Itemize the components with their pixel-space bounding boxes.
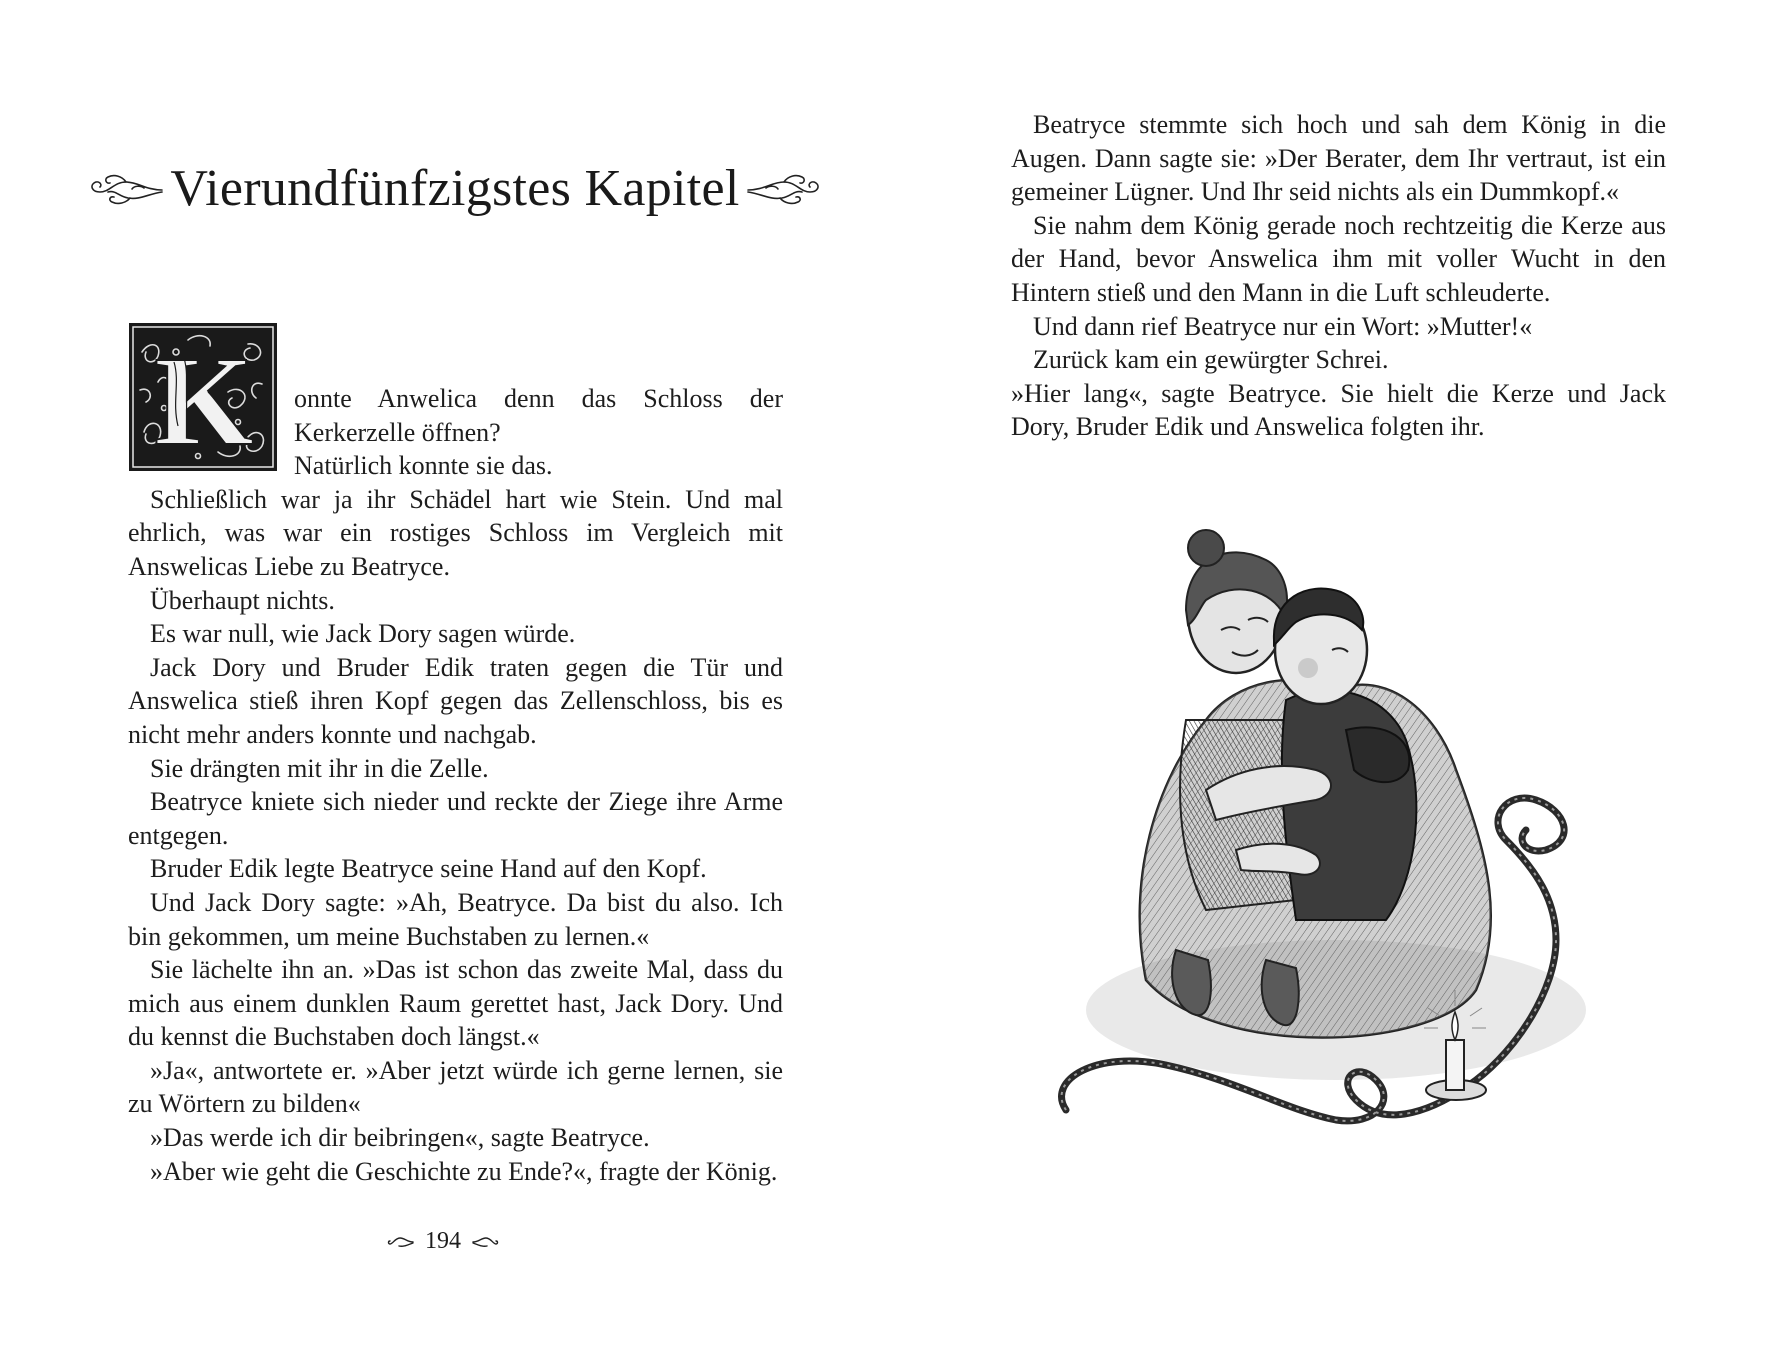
paragraph: onnte Anwelica denn das Schloss der Kerkerzelle öffnen? bbox=[294, 384, 783, 447]
right-page bbox=[886, 0, 1772, 1361]
paragraph: Jack Dory und Bruder Edik traten gegen die Tür und Answelica stieß ihren Kopf gegen das Zellenschloss, bis es nicht mehr anders konnte und nachgab. bbox=[128, 652, 783, 749]
paragraph: Natürlich konnte sie das. bbox=[294, 451, 553, 481]
paragraph: Sie lächelte ihn an. »Das ist schon das zweite Mal, dass du mich aus einem dunklen Raum gerettet hast, Jack Dory. Und du kennst die Buchstaben doch längst.« bbox=[128, 955, 783, 1052]
paragraph: Überhaupt nichts. bbox=[150, 585, 335, 615]
page-number: 194 bbox=[425, 1228, 461, 1254]
paragraph: Zurück kam ein gewürgter Schrei. bbox=[1033, 345, 1389, 375]
paragraph: Sie nahm dem König gerade noch rechtzeitig die Kerze aus der Hand, bevor Answelica ihm mit voller Wucht in den Hintern stieß und den Mann in die Luft schleuderte. bbox=[1011, 210, 1666, 307]
left-flourish-icon bbox=[86, 168, 164, 208]
paragraph: »Das werde ich dir beibringen«, sagte Beatryce. bbox=[150, 1123, 650, 1153]
paragraph: Schließlich war ja ihr Schädel hart wie Stein. Und mal ehrlich, was war ein rostiges Schloss im Vergleich mit Answelicas Liebe zu Beatryce. bbox=[128, 484, 783, 581]
paragraph: Beatryce kniete sich nieder und reckte der Ziege ihre Arme entgegen. bbox=[128, 787, 783, 850]
paragraph: Und dann rief Beatryce nur ein Wort: »Mutter!« bbox=[1033, 311, 1533, 341]
paragraph: Beatryce stemmte sich hoch und sah dem König in die Augen. Dann sagte sie: »Der Berater, dem Ihr vertraut, ist ein gemeiner Lügner. Und Ihr seid nichts als ein Dummkopf.« bbox=[1011, 110, 1666, 207]
folio-ornament-left-icon bbox=[387, 1235, 415, 1249]
right-body-text bbox=[1011, 108, 1666, 444]
chapter-heading bbox=[120, 150, 790, 226]
paragraph: »Ja«, antwortete er. »Aber jetzt würde ich gerne lernen, sie zu Wörtern zu bilden« bbox=[128, 1055, 783, 1119]
paragraph: Es war null, wie Jack Dory sagen würde. bbox=[150, 619, 576, 649]
initial-k-icon bbox=[128, 322, 278, 472]
ornamental-initial bbox=[128, 322, 278, 472]
left-body-text bbox=[128, 316, 783, 1188]
folio bbox=[0, 1228, 886, 1255]
paragraph: Bruder Edik legte Beatryce seine Hand auf den Kopf. bbox=[150, 854, 707, 884]
svg-text:K: K bbox=[154, 330, 254, 472]
paragraph: Sie drängten mit ihr in die Zelle. bbox=[150, 753, 489, 783]
embrace-illustration bbox=[1036, 520, 1656, 1240]
folio-ornament-right-icon bbox=[471, 1235, 499, 1249]
paragraph: »Hier lang«, sagte Beatryce. Sie hielt die Kerze und Jack Dory, Bruder Edik und Answelica folgten ihr. bbox=[1011, 378, 1666, 442]
paragraph: Und Jack Dory sagte: »Ah, Beatryce. Da bist du also. Ich bin gekommen, um meine Buchstaben zu lernen.« bbox=[128, 887, 783, 951]
chapter-title: Vierundfünfzigstes Kapitel bbox=[170, 159, 740, 217]
right-flourish-icon bbox=[746, 168, 824, 208]
paragraph: »Aber wie geht die Geschichte zu Ende?«, fragte der König. bbox=[150, 1156, 778, 1186]
